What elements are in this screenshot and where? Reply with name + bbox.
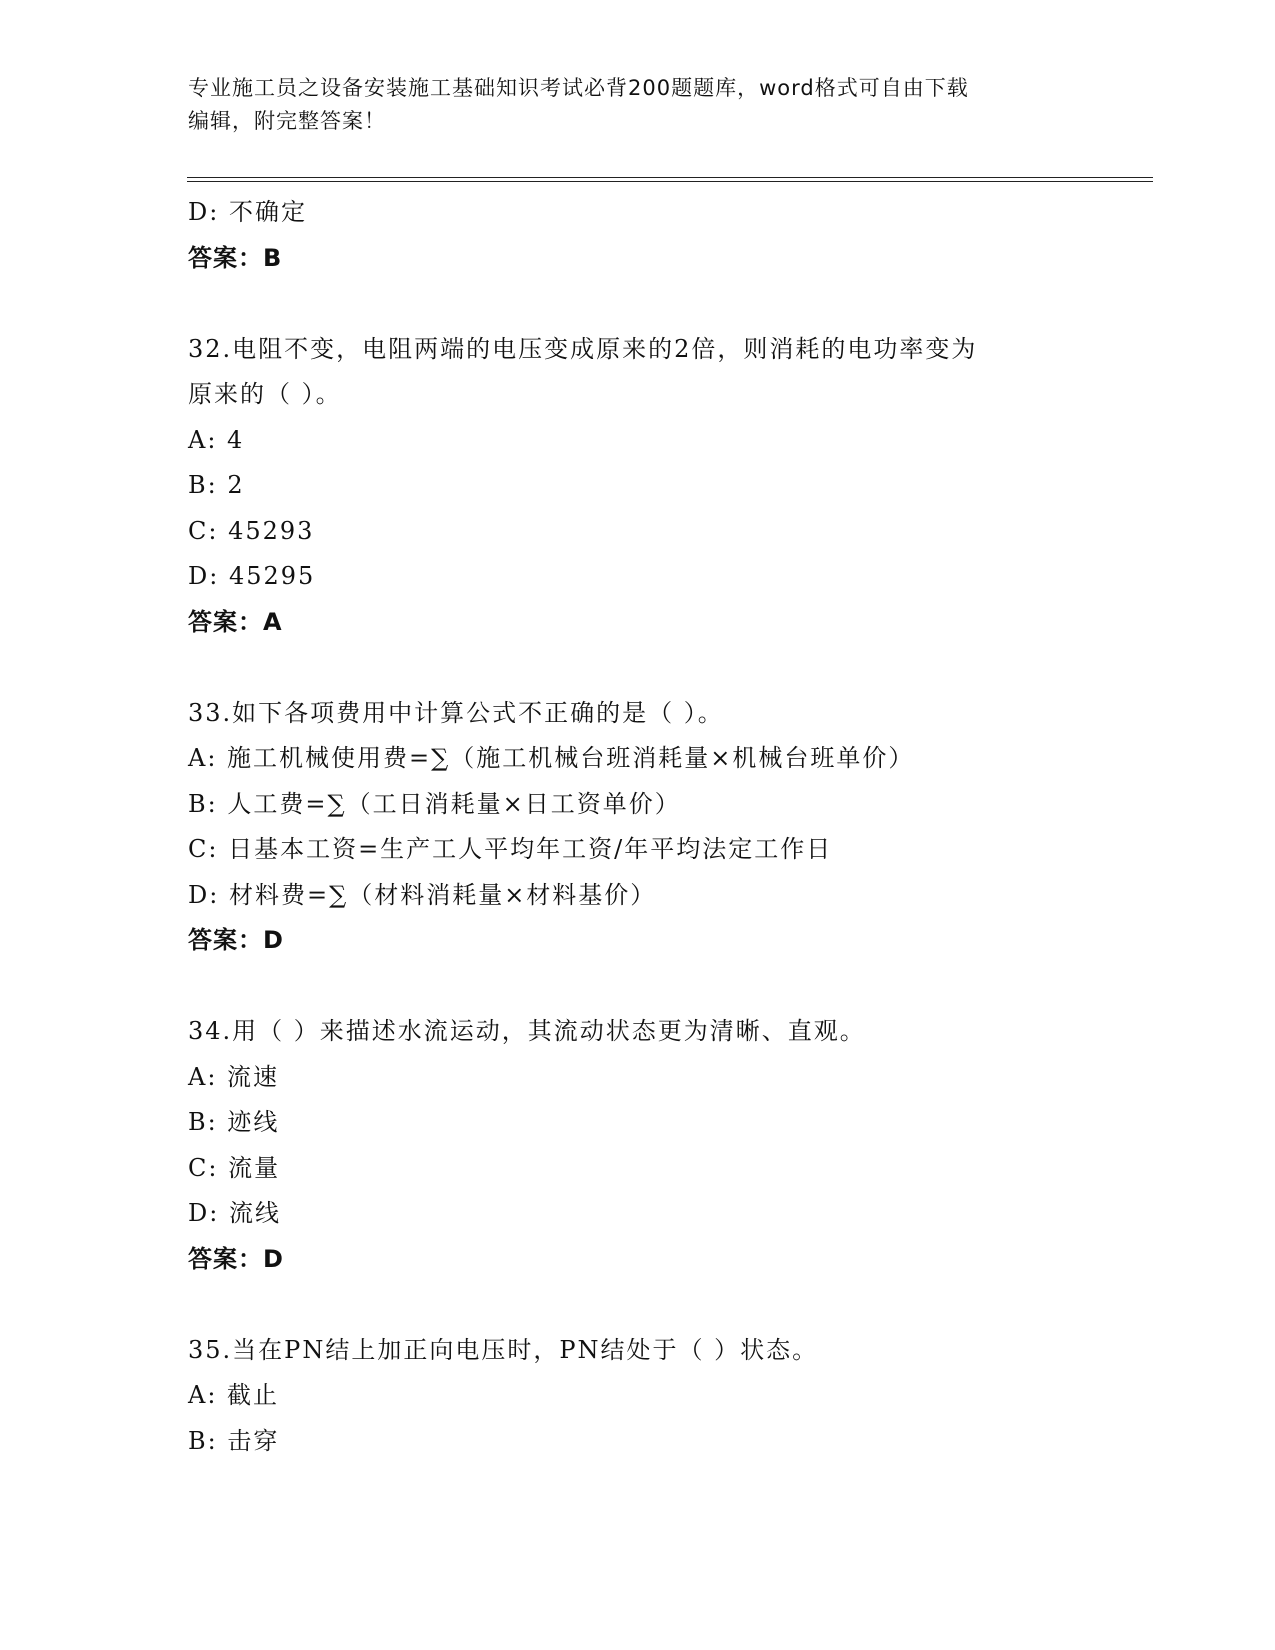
option-b: B: 迹线 <box>188 1108 280 1136</box>
question-stem: 34.用（ ）来描述水流运动，其流动状态更为清晰、直观。 <box>188 1017 866 1045</box>
question-35 <box>188 1328 1088 1465</box>
question-stem: 35.当在PN结上加正向电压时，PN结处于（ ）状态。 <box>188 1335 819 1364</box>
option-d: D: 材料费=∑（材料消耗量×材料基价） <box>188 880 657 909</box>
option-c: C: 流量 <box>188 1153 281 1182</box>
answer: 答案：D <box>188 1244 284 1273</box>
question-stem: 33.如下各项费用中计算公式不正确的是（ ）。 <box>188 698 724 727</box>
option-b: B: 人工费=∑（工日消耗量×日工资单价） <box>188 789 681 818</box>
option-a: A: 截止 <box>188 1381 280 1409</box>
header-divider-top <box>187 177 1153 178</box>
spacer <box>188 1282 1088 1328</box>
option-b: B: 击穿 <box>188 1426 280 1455</box>
option-c: C: 日基本工资=生产工人平均年工资/年平均法定工作日 <box>188 835 833 863</box>
prev-answer: 答案：B <box>188 243 283 272</box>
spacer <box>188 281 1088 327</box>
question-34 <box>188 1009 1088 1282</box>
question-stem: 32.电阻不变，电阻两端的电压变成原来的2倍，则消耗的电功率变为 <box>188 334 978 363</box>
option-b: B: 2 <box>188 471 245 499</box>
answer: 答案：A <box>188 607 283 636</box>
option-d: D: 45295 <box>188 562 316 590</box>
page-header <box>188 72 1068 138</box>
header-divider-bottom <box>187 181 1153 182</box>
option-c: C: 45293 <box>188 516 315 545</box>
option-a: A: 施工机械使用费=∑（施工机械台班消耗量×机械台班单价） <box>188 744 915 772</box>
spacer <box>188 964 1088 1010</box>
spacer <box>188 645 1088 691</box>
option-a: A: 流速 <box>188 1062 280 1091</box>
option-a: A: 4 <box>188 425 245 454</box>
answer: 答案：D <box>188 926 284 954</box>
header-title-line-1: 专业施工员之设备安装施工基础知识考试必背200题题库，word格式可自由下载 <box>188 76 969 100</box>
question-32 <box>188 327 1088 646</box>
question-33 <box>188 691 1088 964</box>
question-stem-continued: 原来的（ ）。 <box>188 380 342 408</box>
option-d: D: 流线 <box>188 1199 281 1227</box>
header-title-line-2: 编辑，附完整答案！ <box>188 109 386 133</box>
question-list <box>188 190 1088 1464</box>
prev-option-d: D: 不确定 <box>188 198 307 226</box>
